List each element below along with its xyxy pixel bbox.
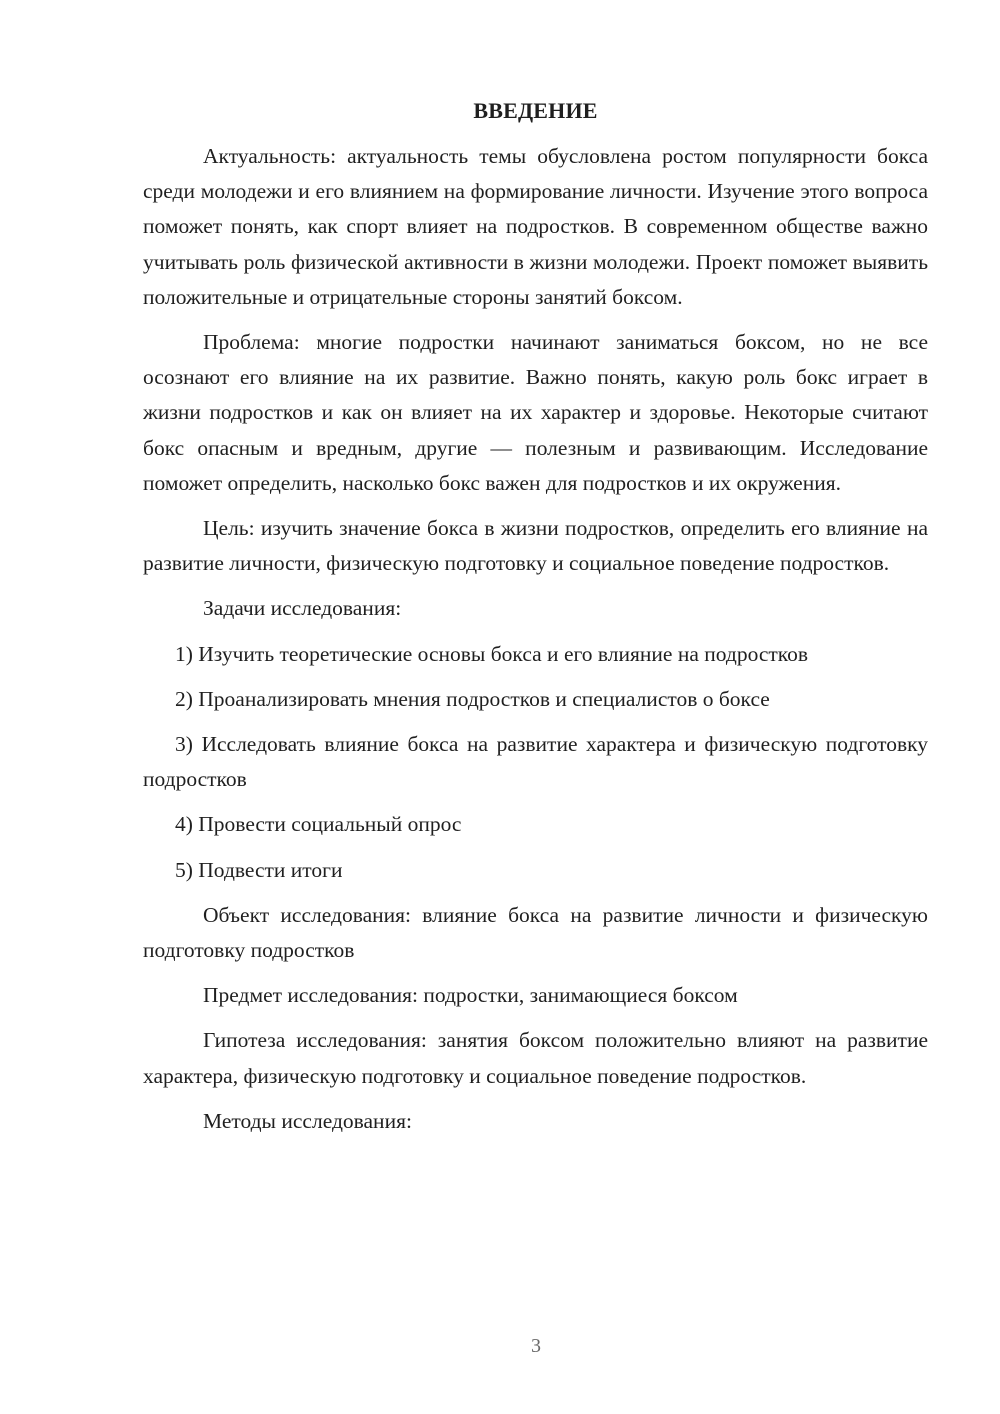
problem-paragraph: Проблема: многие подростки начинают заниматься боксом, но не все осознают его влияние на их развитие. Важно понять, какую роль бокс играет в жизни подростков и как он влияет на их характер и здоровье. Некоторые считают бокс опасным и вредным, другие — полезным и развивающим. Исследование поможет определить, насколько бокс важен для подростков и их окружения. — [143, 330, 928, 495]
list-item: 2) Проанализировать мнения подростков и специалистов о боксе — [175, 686, 770, 711]
page-title: ВВЕДЕНИЕ — [473, 98, 598, 123]
tasks-list — [143, 637, 928, 888]
tasks-heading: Задачи исследования: — [203, 596, 402, 621]
hypothesis-paragraph: Гипотеза исследования: занятия боксом положительно влияют на развитие характера, физическую подготовку и социальное поведение подростков. — [143, 1028, 928, 1088]
list-item: 5) Подвести итоги — [175, 857, 343, 882]
relevance-paragraph: Актуальность: актуальность темы обусловлена ростом популярности бокса среди молодежи и его влиянием на формирование личности. Изучение этого вопроса поможет понять, как спорт влияет на подростков. В современном обществе важно учитывать роль физической активности в жизни молодежи. Проект поможет выявить положительные и отрицательные стороны занятий боксом. — [143, 144, 928, 309]
page-number: 3 — [531, 1335, 541, 1357]
goal-paragraph: Цель: изучить значение бокса в жизни подростков, определить его влияние на развитие личности, физическую подготовку и социальное поведение подростков. — [143, 516, 928, 576]
page-content — [143, 95, 928, 1149]
methods-heading: Методы исследования: — [203, 1108, 412, 1133]
list-item: 1) Изучить теоретические основы бокса и его влияние на подростков — [175, 641, 809, 666]
subject-paragraph: Предмет исследования: подростки, занимающиеся боксом — [203, 983, 738, 1008]
object-paragraph: Объект исследования: влияние бокса на развитие личности и физическую подготовку подростков — [143, 902, 928, 963]
list-item: 4) Провести социальный опрос — [175, 812, 462, 837]
list-item: 3) Исследовать влияние бокса на развитие характера и физическую подготовку подростков — [143, 732, 928, 792]
